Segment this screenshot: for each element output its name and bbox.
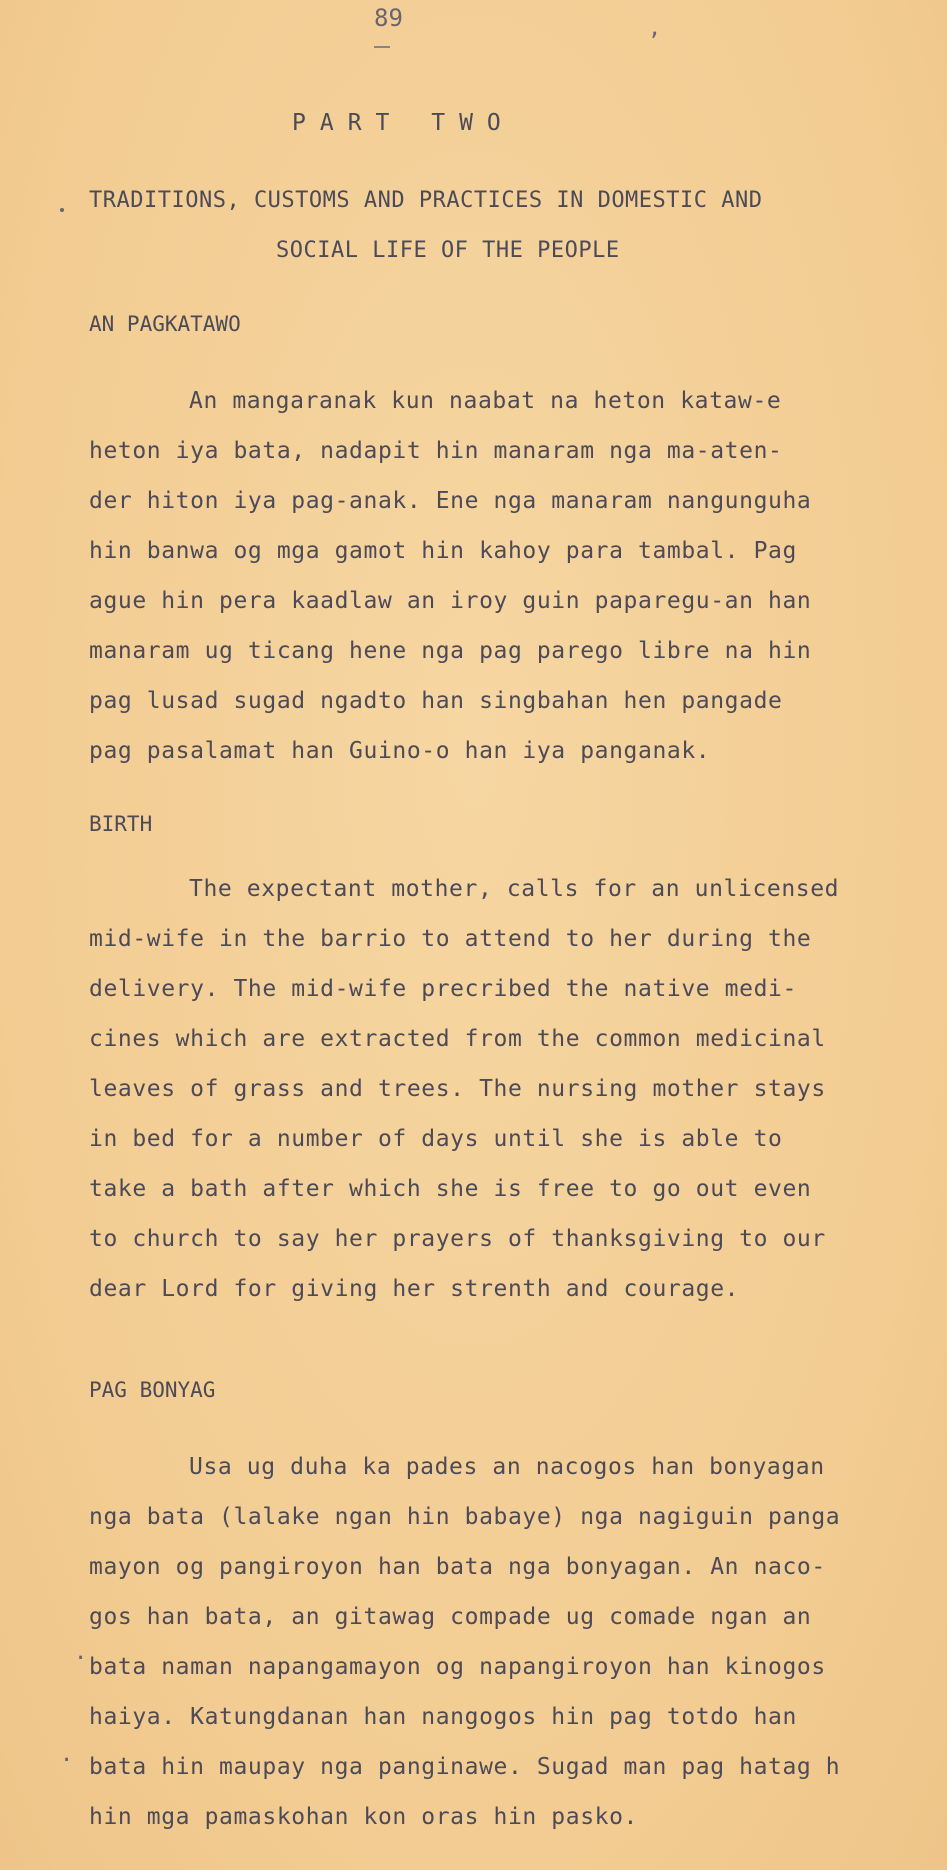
- text-line: Usa ug duha ka pades an nacogos han bonyagan: [189, 1454, 825, 1480]
- text-line: hin mga pamaskohan kon oras hin pasko.: [89, 1804, 638, 1830]
- text-line: bata hin maupay nga panginawe. Sugad man pag hatag h: [89, 1754, 841, 1780]
- page-number: 89: [374, 4, 403, 32]
- text-line: delivery. The mid-wife precribed the native medi-: [89, 976, 797, 1002]
- section-heading-birth: BIRTH: [89, 812, 153, 836]
- bullet-mark: [60, 208, 64, 212]
- text-line: leaves of grass and trees. The nursing mother stays: [89, 1076, 826, 1102]
- section-heading-bonyag: PAG BONYAG: [89, 1378, 216, 1402]
- text-line: dear Lord for giving her strenth and courage.: [89, 1276, 740, 1302]
- text-line: gos han bata, an gitawag compade ug comade ngan an: [89, 1604, 812, 1630]
- text-line: mid-wife in the barrio to attend to her during the: [89, 926, 812, 952]
- text-line: The expectant mother, calls for an unlicensed: [189, 876, 840, 902]
- text-line: pag lusad sugad ngadto han singbahan hen pangade: [89, 688, 783, 714]
- text-line: to church to say her prayers of thanksgiving to our: [89, 1226, 826, 1252]
- text-line: An mangaranak kun naabat na heton kataw-e: [189, 388, 782, 414]
- text-line: take a bath after which she is free to go out even: [89, 1176, 812, 1202]
- comma-mark: ,: [648, 16, 662, 41]
- text-line: manaram ug ticang hene nga pag parego libre na hin: [89, 638, 812, 664]
- text-line: der hiton iya pag-anak. Ene nga manaram nangunguha: [89, 488, 812, 514]
- text-line: mayon og pangiroyon han bata nga bonyagan. An naco-: [89, 1554, 826, 1580]
- margin-dot-mark: .: [60, 1742, 74, 1767]
- part-title: PART TWO: [292, 110, 515, 136]
- text-line: hin banwa og mga gamot hin kahoy para tambal. Pag: [89, 538, 797, 564]
- text-line: ague hin pera kaadlaw an iroy guin paparegu-an han: [89, 588, 812, 614]
- dash-mark: [374, 46, 390, 48]
- text-line: cines which are extracted from the common medicinal: [89, 1026, 826, 1052]
- margin-dot-mark: .: [74, 1640, 88, 1665]
- main-title-line-1: TRADITIONS, CUSTOMS AND PRACTICES IN DOMESTIC AND: [89, 188, 763, 213]
- text-line: in bed for a number of days until she is able to: [89, 1126, 783, 1152]
- paragraph-birth: [89, 864, 889, 1314]
- text-line: bata naman napangamayon og napangiroyon han kinogos: [89, 1654, 826, 1680]
- paragraph-pagkatawo: [89, 376, 889, 776]
- paragraph-bonyag: [89, 1442, 889, 1842]
- text-line: pag pasalamat han Guino-o han iya panganak.: [89, 738, 711, 764]
- main-title-line-2: SOCIAL LIFE OF THE PEOPLE: [276, 238, 620, 263]
- section-heading-pagkatawo: AN PAGKATAWO: [89, 312, 241, 336]
- text-line: haiya. Katungdanan han nangogos hin pag totdo han: [89, 1704, 797, 1730]
- text-line: heton iya bata, nadapit hin manaram nga ma-aten-: [89, 438, 783, 464]
- text-line: nga bata (lalake ngan hin babaye) nga nagiguin panga: [89, 1504, 841, 1530]
